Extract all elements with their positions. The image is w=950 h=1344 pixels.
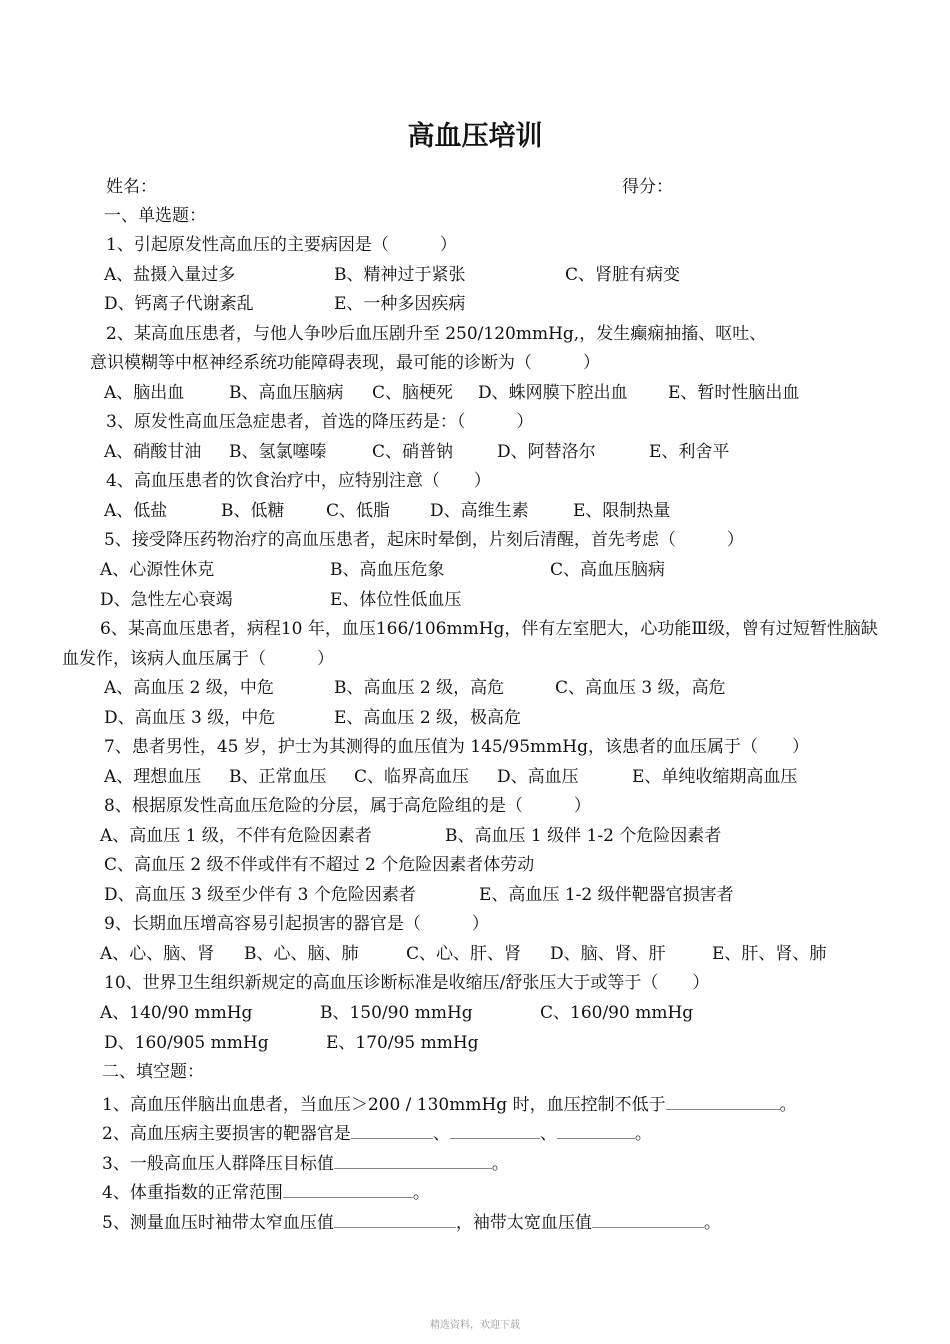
option: C、高血压 3 级，高危 [555,678,726,698]
option: E、限制热量 [573,501,671,521]
fill-blank-text: 2、高血压病主要损害的靶器官是 [102,1124,351,1144]
option: C、心、肝、肾 [406,944,522,964]
option: A、高血压 1 级，不伴有危险因素者 [100,826,372,846]
fill-blank-text: 1、高血压伴脑出血患者，当血压＞200 / 130mmHg 时，血压控制不低于 [102,1095,666,1115]
option: A、心、脑、肾 [100,944,215,964]
option: E、高血压 2 级，极高危 [334,708,522,728]
fill-blank-text: 3、一般高血压人群降压目标值 [102,1154,334,1174]
question-stem: 7、患者男性，45 岁，护士为其测得的血压值为 145/95mmHg，该患者的血压属于（ ） [104,737,810,757]
option: C、高血压 2 级不伴或伴有不超过 2 个危险因素者体劳动 [104,855,535,875]
option: D、高血压 3 级至少伴有 3 个危险因素者 [104,885,416,905]
question-stem: 5、接受降压药物治疗的高血压患者，起床时晕倒，片刻后清醒，首先考虑（ ） [104,530,744,550]
option: A、低盐 [104,501,168,521]
option: D、脑、肾、肝 [550,944,666,964]
option: A、脑出血 [104,383,185,403]
option: B、高血压危象 [330,560,445,580]
option: B、正常血压 [229,767,327,787]
fill-blank-end: 。 [634,1124,652,1144]
option: E、170/95 mmHg [326,1033,479,1053]
fill-blank-question [102,1209,721,1234]
option: B、150/90 mmHg [320,1003,473,1023]
question-stem: 2、某高血压患者，与他人争吵后血压剧升至 250/120mmHg,，发生癫痫抽搐、呕吐、 [106,324,767,344]
section-heading-single-choice: 一、单选题： [104,206,206,226]
option: A、硝酸甘油 [104,442,202,462]
answer-blank[interactable] [334,1150,492,1169]
option: C、硝普钠 [372,442,454,462]
option: A、高血压 2 级，中危 [104,678,274,698]
option: C、肾脏有病变 [565,265,681,285]
option: C、160/90 mmHg [540,1003,694,1023]
option: A、心源性休克 [100,560,215,580]
fill-blank-end: 。 [412,1183,430,1203]
fill-blank-text: ，袖带太宽血压值 [455,1213,592,1233]
answer-blank[interactable] [351,1120,433,1139]
option: E、高血压 1-2 级伴靶器官损害者 [479,885,734,905]
option: E、肝、肾、肺 [712,944,827,964]
option: D、钙离子代谢紊乱 [104,294,254,314]
question-stem: 3、原发性高血压急症患者，首选的降压药是：（ ） [106,412,534,432]
option: D、阿替洛尔 [497,442,596,462]
option: B、氢氯噻嗪 [229,442,327,462]
answer-blank[interactable] [283,1179,413,1198]
name-label: 姓名： [106,177,157,197]
option: E、暂时性脑出血 [668,383,800,403]
option: D、蛛网膜下腔出血 [478,383,628,403]
page-title: 高血压培训 [407,121,543,152]
option: B、低糖 [221,501,285,521]
fill-blank-sep: 、 [432,1124,450,1144]
answer-blank[interactable] [666,1091,780,1110]
fill-blank-text: 4、体重指数的正常范围 [102,1183,283,1203]
fill-blank-question [102,1120,652,1145]
question-stem: 10、世界卫生组织新规定的高血压诊断标准是收缩压/舒张压大于或等于（ ） [104,973,710,993]
section-heading-fill-blank: 二、填空题： [102,1062,204,1082]
fill-blank-end: 。 [491,1154,509,1174]
fill-blank-end: 。 [703,1213,721,1233]
fill-blank-end: 。 [779,1095,797,1115]
fill-blank-question [102,1150,509,1175]
option: B、精神过于紧张 [334,265,466,285]
option: A、140/90 mmHg [100,1003,253,1023]
fill-blank-question [102,1179,430,1204]
page-footer: 精选资料，欢迎下载 [430,1320,520,1331]
score-label: 得分： [622,177,673,197]
option: B、高血压 1 级伴 1-2 个危险因素者 [445,826,722,846]
question-stem: 9、长期血压增高容易引起损害的器官是（ ） [104,914,489,934]
fill-blank-sep: 、 [539,1124,557,1144]
answer-blank[interactable] [334,1209,456,1228]
option: A、盐摄入量过多 [104,265,236,285]
option: E、单纯收缩期高血压 [632,767,798,787]
fill-blank-text: 5、测量血压时袖带太窄血压值 [102,1213,334,1233]
question-stem: 6、某高血压患者，病程10 年，血压166/106mmHg，伴有左室肥大，心功能Ⅲ级，曾有过短暂性脑缺 [100,619,878,639]
question-stem: 1、引起原发性高血压的主要病因是（ ） [106,235,457,255]
option: D、160/905 mmHg [104,1033,269,1053]
option: C、高血压脑病 [550,560,666,580]
question-stem: 4、高血压患者的饮食治疗中，应特别注意（ ） [106,471,491,491]
option: E、体位性低血压 [330,590,462,610]
option: C、临界高血压 [354,767,470,787]
answer-blank[interactable] [557,1120,635,1139]
option: A、理想血压 [104,767,202,787]
option: B、高血压脑病 [229,383,344,403]
option: E、利舍平 [649,442,730,462]
question-stem-continued: 血发作，该病人血压属于（ ） [62,649,334,669]
option: B、心、脑、肺 [244,944,359,964]
question-stem: 8、根据原发性高血压危险的分层，属于高危险组的是（ ） [104,796,591,816]
fill-blank-question [102,1091,797,1116]
option: B、高血压 2 级，高危 [334,678,505,698]
option: D、急性左心衰竭 [100,590,233,610]
answer-blank[interactable] [450,1120,540,1139]
question-stem-continued: 意识模糊等中枢神经系统功能障碍表现，最可能的诊断为（ ） [90,353,600,373]
option: E、一种多因疾病 [334,294,466,314]
option: D、高血压 [497,767,579,787]
option: C、脑梗死 [372,383,454,403]
answer-blank[interactable] [592,1209,704,1228]
option: D、高血压 3 级，中危 [104,708,276,728]
option: C、低脂 [326,501,391,521]
option: D、高维生素 [430,501,529,521]
